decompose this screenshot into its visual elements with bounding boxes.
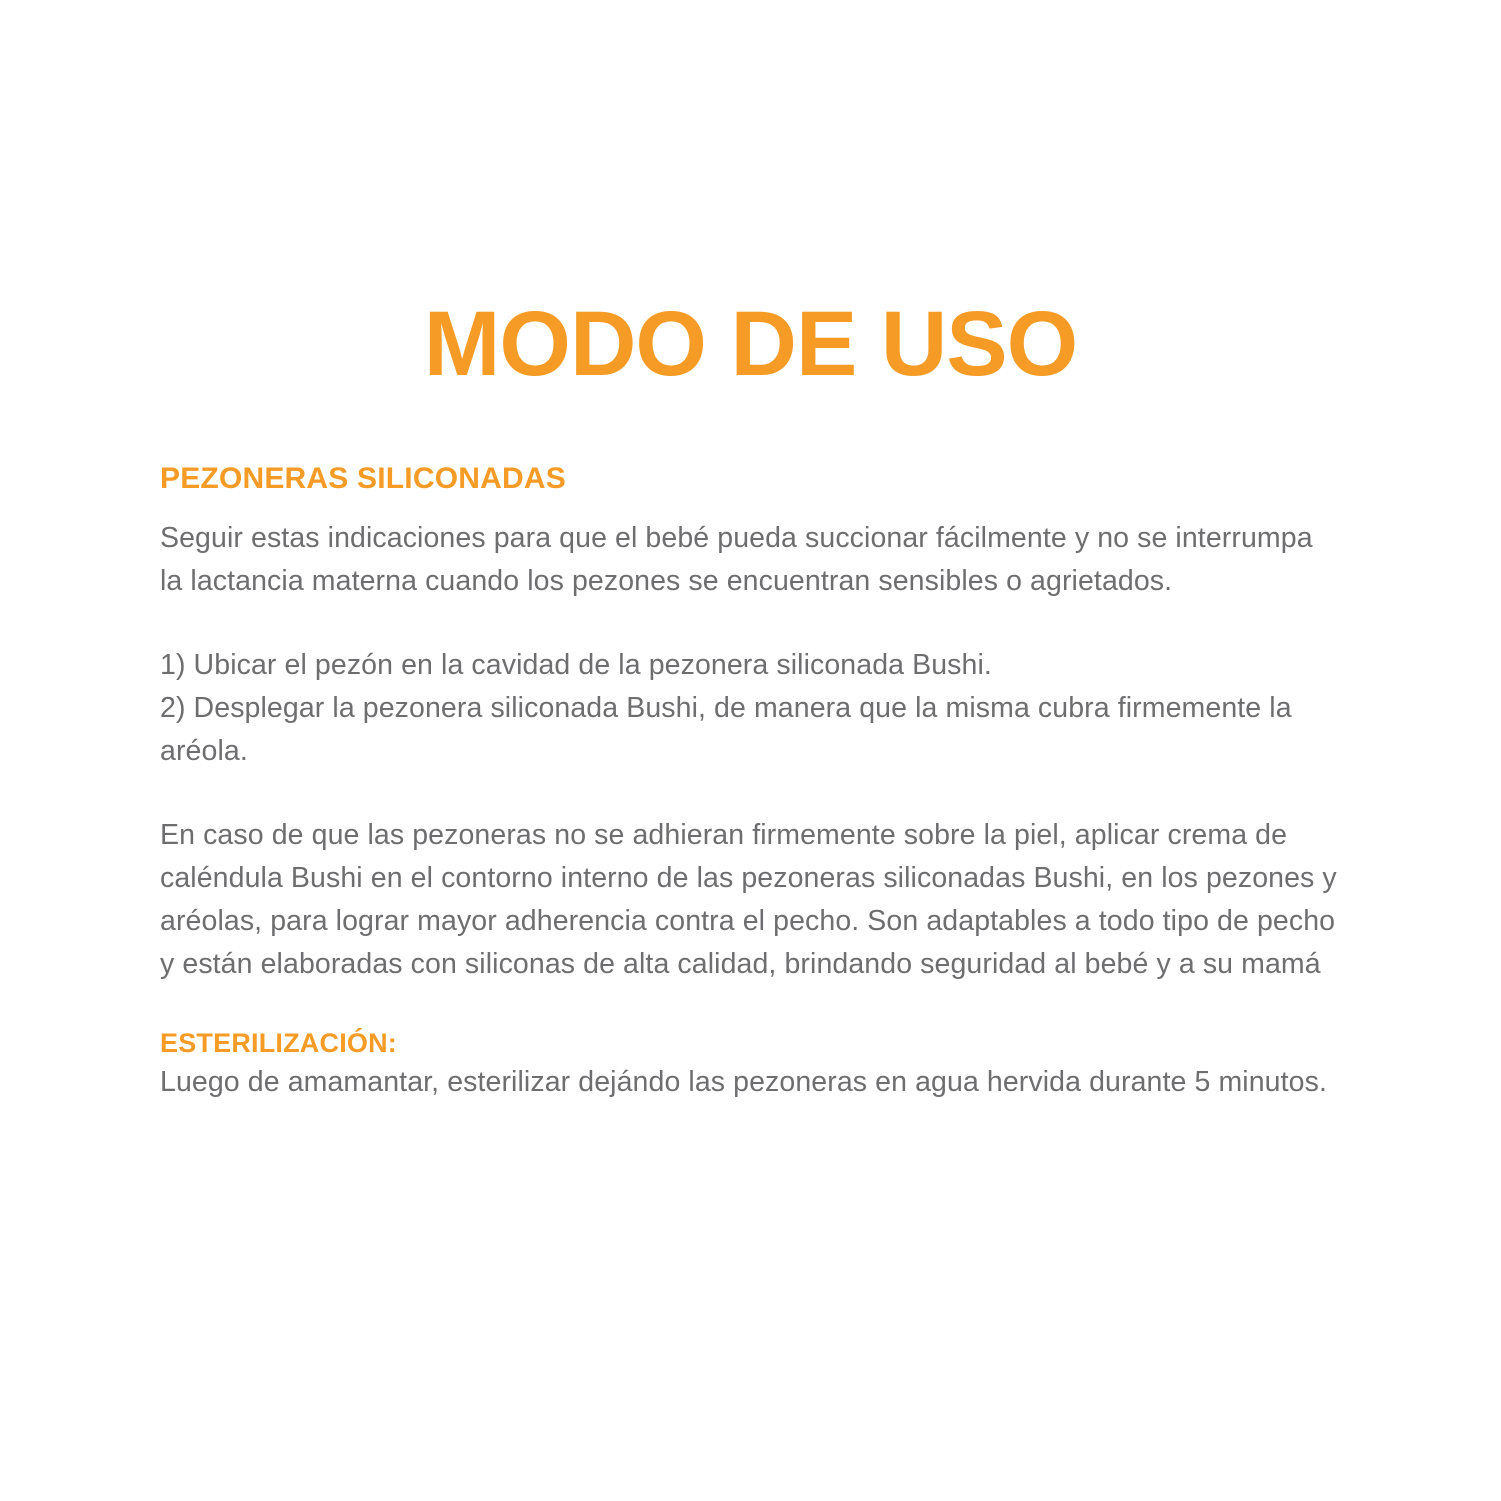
step-item-2: 2) Desplegar la pezonera siliconada Bushi, de manera que la misma cubra firmemente la aréola. (160, 692, 1292, 767)
spacer (160, 773, 1340, 814)
section-heading-pezoneras: PEZONERAS SILICONADAS (160, 462, 566, 495)
page-title: MODO DE USO (423, 292, 1078, 395)
instructions-content (160, 462, 1340, 1104)
sterilization-paragraph: Luego de amamantar, esterilizar dejándo las pezoneras en agua hervida durante 5 minutos. (160, 1066, 1327, 1099)
note-paragraph: En caso de que las pezoneras no se adhieran firmemente sobre la piel, aplicar crema de caléndula Bushi en el contorno interno de las pezoneras siliconadas Bushi, en los pezones y aréolas, para lograr mayor adherencia contra el pecho. Son adaptables a todo tipo de pecho y están elaboradas con siliconas de alta calidad, brindando seguridad al bebé y a su mamá (160, 819, 1337, 980)
spacer (160, 986, 1340, 1027)
section-heading-esterilizacion: ESTERILIZACIÓN: (160, 1028, 397, 1058)
step-item-1: 1) Ubicar el pezón en la cavidad de la pezonera siliconada Bushi. (160, 649, 992, 681)
spacer (160, 603, 1340, 644)
intro-paragraph: Seguir estas indicaciones para que el bebé pueda succionar fácilmente y no se interrumpa la lactancia materna cuando los pezones se encuentran sensibles o agrietados. (160, 522, 1313, 597)
